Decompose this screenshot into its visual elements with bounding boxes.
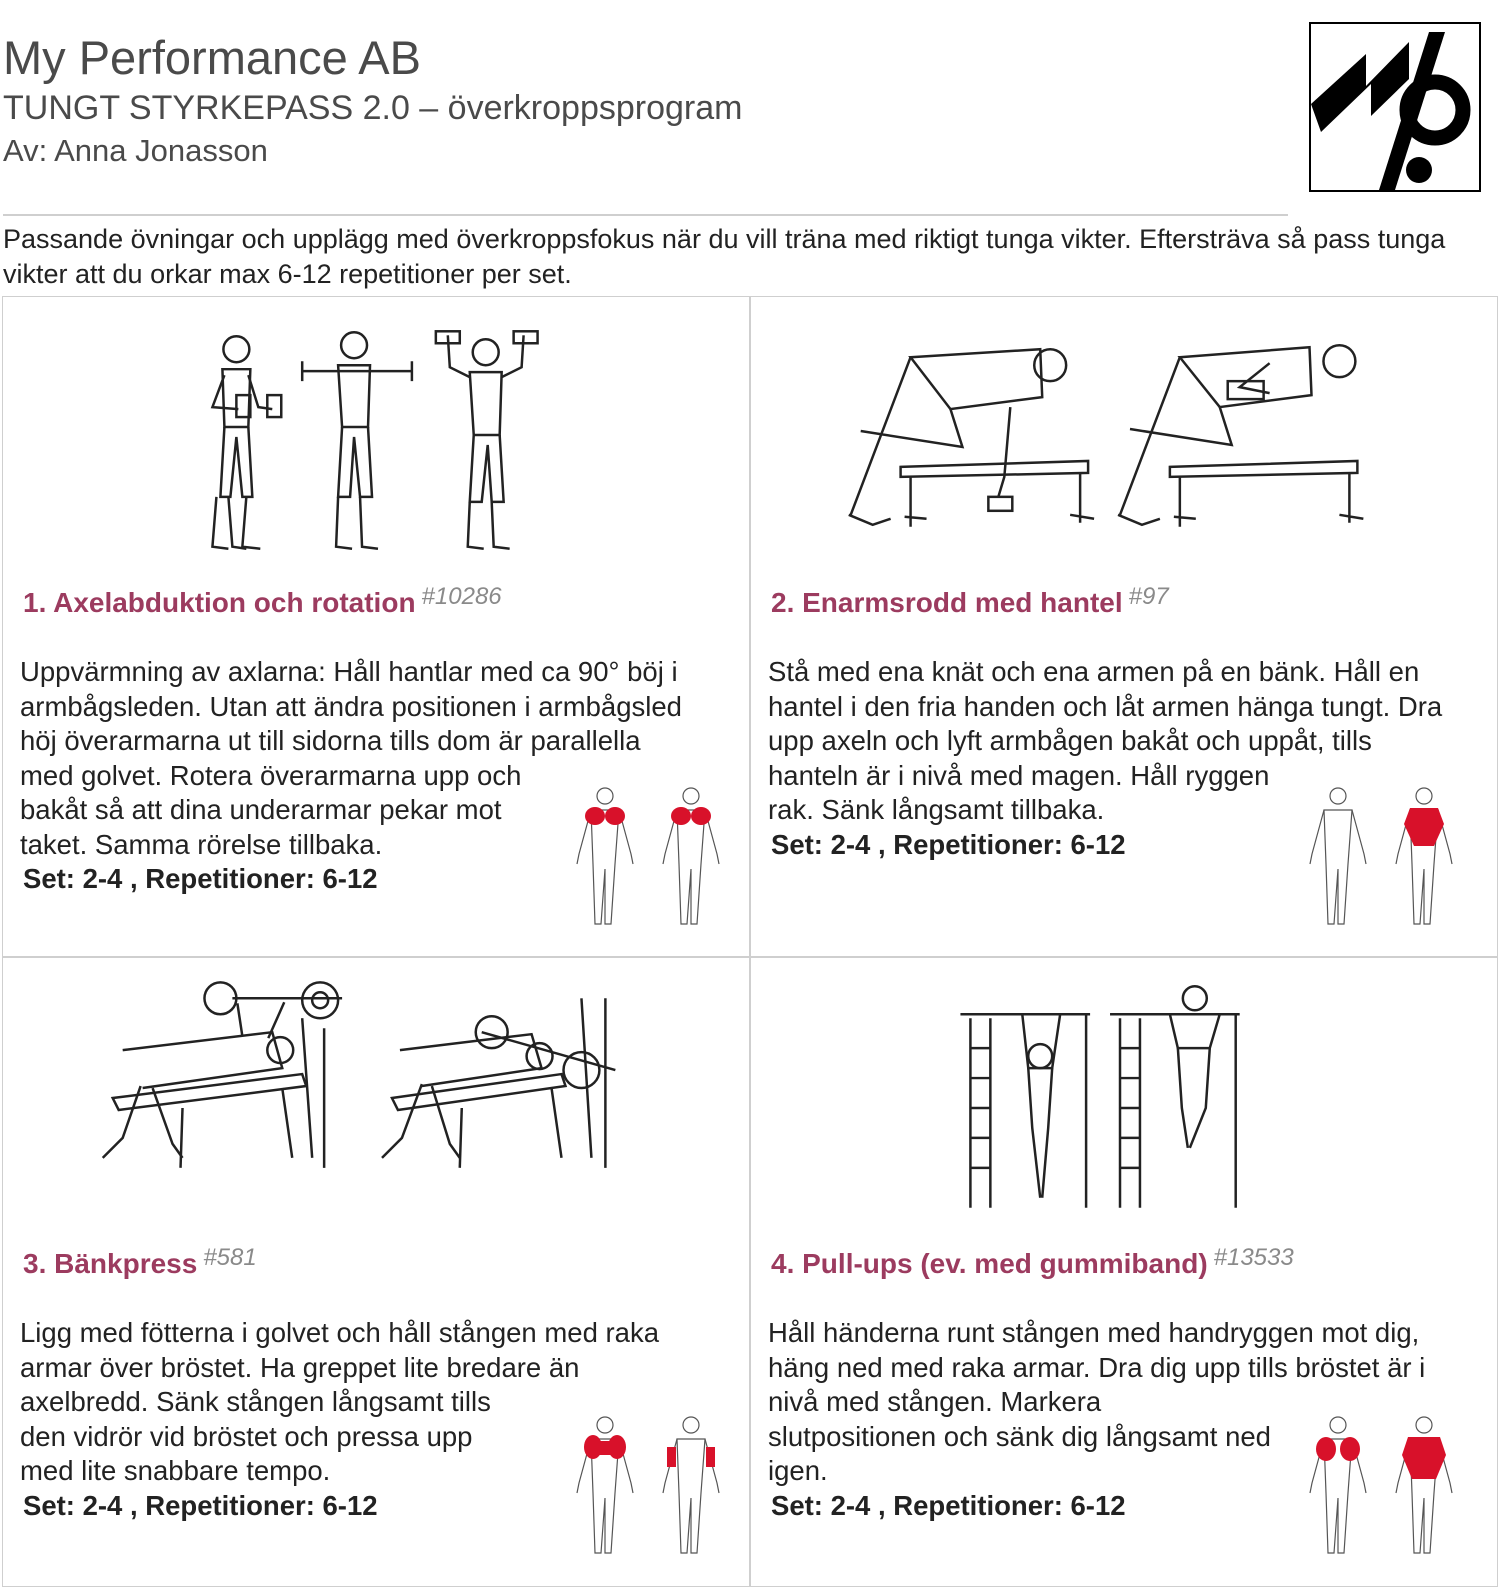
exercise-illustration (3, 958, 749, 1243)
company-name: My Performance AB (3, 31, 421, 84)
exercise-id: #10286 (421, 583, 502, 610)
intro-text: Passande övningar och upplägg med överkroppsfokus när du vill träna med riktigt tunga vikter. Eftersträva så pass tunga vikter att du orkar max 6-12 repetitioner per set. (3, 224, 1446, 289)
description-line: armar över bröstet. Ha greppet lite bredare än (20, 1351, 580, 1383)
exercise-card (2, 957, 750, 1587)
description-line: axelbredd. Sänk stången långsamt tills (20, 1386, 491, 1417)
description-line: med golvet. Rotera överarmarna upp och (20, 759, 522, 791)
exercise-title: 2. Enarmsrodd med hantel #97 (771, 583, 1169, 618)
description-line: taket. Samma rörelse tillbaka. (20, 828, 383, 860)
exercise-id: #13533 (1213, 1244, 1294, 1271)
exercise-grid (2, 296, 1498, 1586)
description-line: den vidrör vid bröstet och pressa upp (20, 1420, 473, 1452)
description-line: Håll händerna runt stången med handryggen mot dig, (768, 1317, 1420, 1348)
exercise-illustration (751, 297, 1497, 582)
exercise-card (750, 296, 1498, 957)
document-header (3, 30, 742, 172)
exercise-card (750, 957, 1498, 1587)
muscle-diagram (573, 1413, 743, 1558)
muscle-diagram (573, 784, 743, 929)
muscle-diagram (1306, 784, 1476, 929)
exercise-card (2, 296, 750, 957)
header-divider (3, 214, 1288, 216)
description-line: Uppvärmning av axlarna: Håll hantlar med ca 90° böj i (20, 656, 678, 687)
description-line: med lite snabbare tempo. (20, 1455, 331, 1486)
exercise-title: 4. Pull-ups (ev. med gummiband) #13533 (771, 1244, 1294, 1279)
description-line: nivå med stången. Markera (768, 1386, 1102, 1417)
description-line: upp axeln och lyft armbågen bakåt och uppåt, tills (768, 725, 1372, 756)
description-line: häng ned med raka armar. Dra dig upp tills bröstet är i (768, 1351, 1426, 1383)
program-title: TUNGT STYRKEPASS 2.0 – överkroppsprogram (3, 89, 743, 127)
exercise-illustration (751, 958, 1497, 1243)
exercise-id: #97 (1128, 583, 1169, 610)
exercise-title: 3. Bänkpress #581 (23, 1244, 257, 1279)
description-line: armbågsleden. Utan att ändra positionen i armbågsled (20, 690, 682, 722)
description-line: hanteln är i nivå med magen. Håll ryggen (768, 759, 1270, 791)
sets-reps: Set: 2-4 , Repetitioner: 6-12 (23, 863, 378, 894)
description-line: Ligg med fötterna i golvet och håll stången med raka (20, 1317, 659, 1348)
exercise-id: #581 (203, 1244, 257, 1271)
sets-reps: Set: 2-4 , Repetitioner: 6-12 (23, 1489, 378, 1521)
description-line: slutpositionen och sänk dig långsamt ned (768, 1420, 1271, 1452)
exercise-illustration (3, 297, 749, 582)
author: Av: Anna Jonasson (3, 133, 268, 168)
description-line: bakåt så att dina underarmar pekar mot (20, 794, 502, 825)
description-line: igen. (768, 1455, 828, 1486)
description-line: Stå med ena knät och ena armen på en bänk. Håll en (768, 656, 1420, 687)
description-line: hantel i den fria handen och låt armen hänga tungt. Dra (768, 690, 1443, 722)
description-line: höj överarmarna ut till sidorna tills dom är parallella (20, 725, 641, 756)
sets-reps: Set: 2-4 , Repetitioner: 6-12 (771, 828, 1126, 860)
company-logo (1309, 22, 1481, 192)
sets-reps: Set: 2-4 , Repetitioner: 6-12 (771, 1489, 1126, 1521)
description-line: rak. Sänk långsamt tillbaka. (768, 794, 1105, 825)
muscle-diagram (1306, 1413, 1476, 1558)
exercise-title: 1. Axelabduktion och rotation #10286 (23, 583, 502, 618)
